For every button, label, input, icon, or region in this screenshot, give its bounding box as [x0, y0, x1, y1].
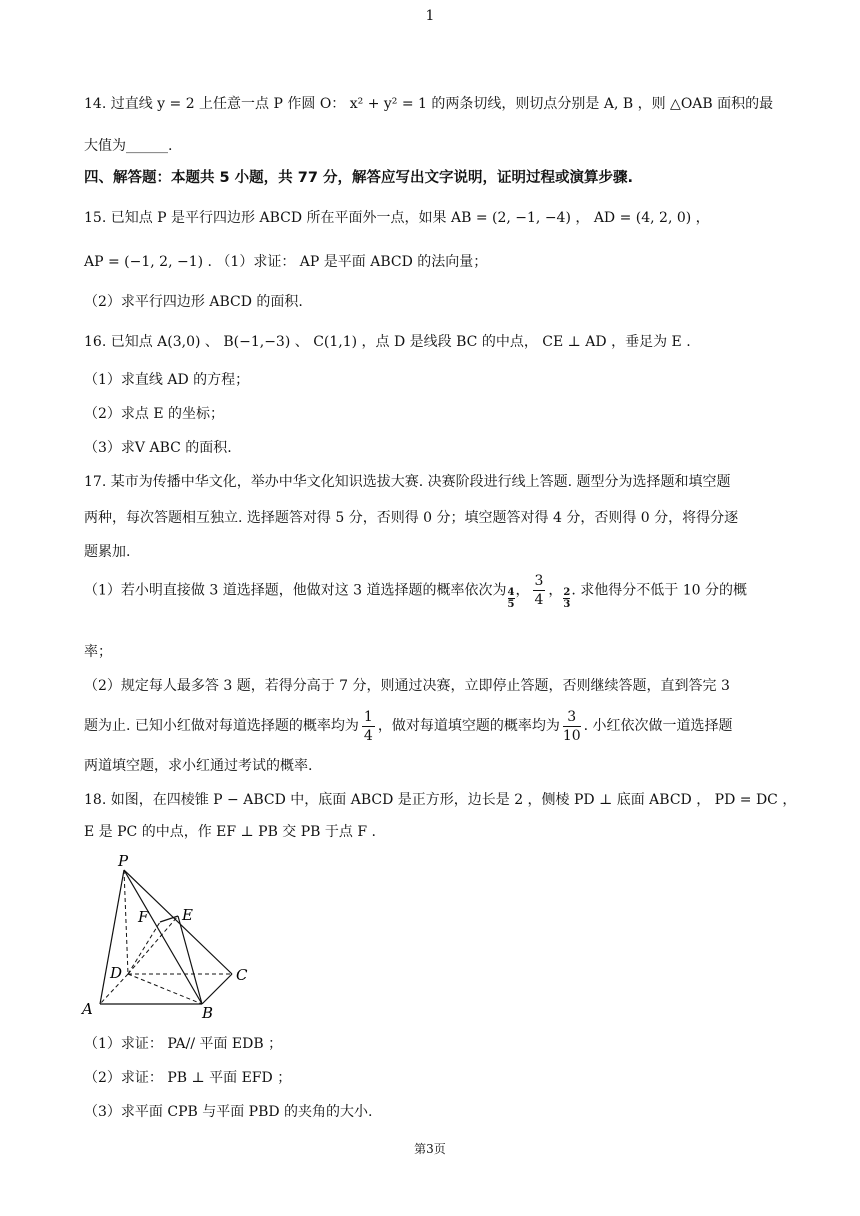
segment-DE [128, 916, 178, 974]
fraction-3-4 [533, 572, 546, 609]
q18-part-2: （2）求证： PB ⊥ 平面 EFD ； [84, 1070, 292, 1086]
label-C: C [236, 966, 248, 984]
fraction-denominator: 3 [563, 598, 571, 610]
q17-part-2-line-2 [84, 706, 780, 750]
q16-line-2: （1）求直线 AD 的方程； [84, 372, 250, 388]
fraction-denominator: 4 [534, 592, 544, 608]
fraction-3-10 [563, 708, 581, 745]
section-4-title: 四、解答题：本题共 5 小题，共 77 分，解答应写出文字说明，证明过程或演算步骤. [84, 170, 633, 186]
label-F: F [138, 908, 149, 926]
q16-line-1: 16. 已知点 A(3,0) 、 B(−1,−3) 、 C(1,1) ，点 D 是线段 BC 的中点， CE ⊥ AD ，垂足为 E . [84, 334, 691, 350]
edge-PA [100, 870, 124, 1004]
q15-line-2: AP = (−1, 2, −1) . （1）求证： AP 是平面 ABCD 的法向量； [84, 254, 488, 270]
q17-part-2-text-a: 题为止. 已知小红做对每道选择题的概率均为 [84, 718, 359, 734]
q15-line-3: （2）求平行四边形 ABCD 的面积. [84, 294, 303, 310]
fraction-denominator: 10 [562, 727, 581, 744]
q17-line-1: 17. 某市为传播中华文化，举办中华文化知识选拔大赛. 决赛阶段进行线上答题. 题型分为选择题和填空题 [84, 474, 731, 490]
label-A: A [82, 1000, 93, 1018]
fraction-numerator: 3 [534, 573, 544, 589]
q17-part-2-line-3: 两道填空题，求小红通过考试的概率. [84, 758, 313, 774]
segment-EB [178, 916, 202, 1004]
fraction-numerator: 3 [563, 708, 581, 727]
label-D: D [110, 964, 123, 982]
q15-line-1: 15. 已知点 P 是平行四边形 ABCD 所在平面外一点，如果 AB = (2, −1, −4) ， AD = (4, 2, 0) ， [84, 210, 710, 226]
label-E: E [182, 906, 193, 924]
q18-line-1: 18. 如图，在四棱锥 P − ABCD 中，底面 ABCD 是正方形，边长是 2 ，侧棱 PD ⊥ 底面 ABCD ， PD = DC ， [84, 792, 797, 808]
q18-part-1: （1）求证： PA// 平面 EDB ； [84, 1036, 283, 1052]
q17-part-2-text-c: . 小红依次做一道选择题 [583, 718, 733, 734]
fraction-2-3 [563, 587, 570, 610]
q17-part-1-tail: . 求他得分不低于 10 分的概 [571, 582, 748, 599]
label-P: P [118, 852, 129, 870]
segment-DB [128, 974, 202, 1004]
edge-BC [202, 974, 232, 1004]
edge-PB [124, 870, 202, 1004]
fraction-numerator: 4 [507, 586, 515, 598]
header-page-number: 1 [425, 8, 435, 24]
q17-line-3: 题累加. [84, 544, 131, 560]
q18-line-2: E 是 PC 的中点，作 EF ⊥ PB 交 PB 于点 F . [84, 824, 376, 840]
q18-part-3: （3）求平面 CPB 与平面 PBD 的夹角的大小. [84, 1104, 373, 1120]
q17-part-1-end: 率； [84, 644, 112, 660]
label-B: B [202, 1004, 214, 1022]
q17-part-2-text-b: ，做对每道填空题的概率均为 [377, 718, 560, 734]
fraction-1-4 [362, 708, 375, 745]
segment-DF [128, 922, 160, 974]
q17-part-1-text: （1）若小明直接做 3 道选择题，他做对这 3 道选择题的概率依次为 [84, 582, 507, 599]
fraction-denominator: 5 [507, 598, 515, 610]
q16-line-3: （2）求点 E 的坐标； [84, 406, 225, 422]
fraction-numerator: 1 [363, 708, 373, 725]
fraction-denominator: 4 [363, 727, 373, 744]
fraction-numerator: 2 [563, 586, 571, 598]
pyramid-figure [78, 852, 268, 1022]
q17-part-2-line-1: （2）规定每人最多答 3 题，若得分高于 7 分，则通过决赛，立即停止答题，否则继续答题，直到答完 3 [84, 678, 730, 694]
footer-page-label: 第3页 [414, 1142, 446, 1156]
q14-line-2: 大值为______. [84, 138, 173, 154]
q17-line-2: 两种，每次答题相互独立. 选择题答对得 5 分，否则得 0 分；填空题答对得 4 分，否则得 0 分，将得分逐 [84, 510, 739, 526]
q14-line-1: 14. 过直线 y = 2 上任意一点 P 作圆 O： x² + y² = 1 的两条切线，则切点分别是 A, B ，则 △OAB 面积的最 [84, 96, 774, 112]
fraction-4-5 [508, 587, 515, 610]
edge-PD [124, 870, 128, 974]
q16-line-4: （3）求V ABC 的面积. [84, 440, 232, 456]
q17-part-1: （1）若小明直接做 3 道选择题，他做对这 3 道选择题的概率依次为 $\frac{4}{5}$ ， $\frac{3}{4}$ ， $\frac{2}{3}$ . 求他得分不低于 10 分的概 [84, 573, 748, 610]
